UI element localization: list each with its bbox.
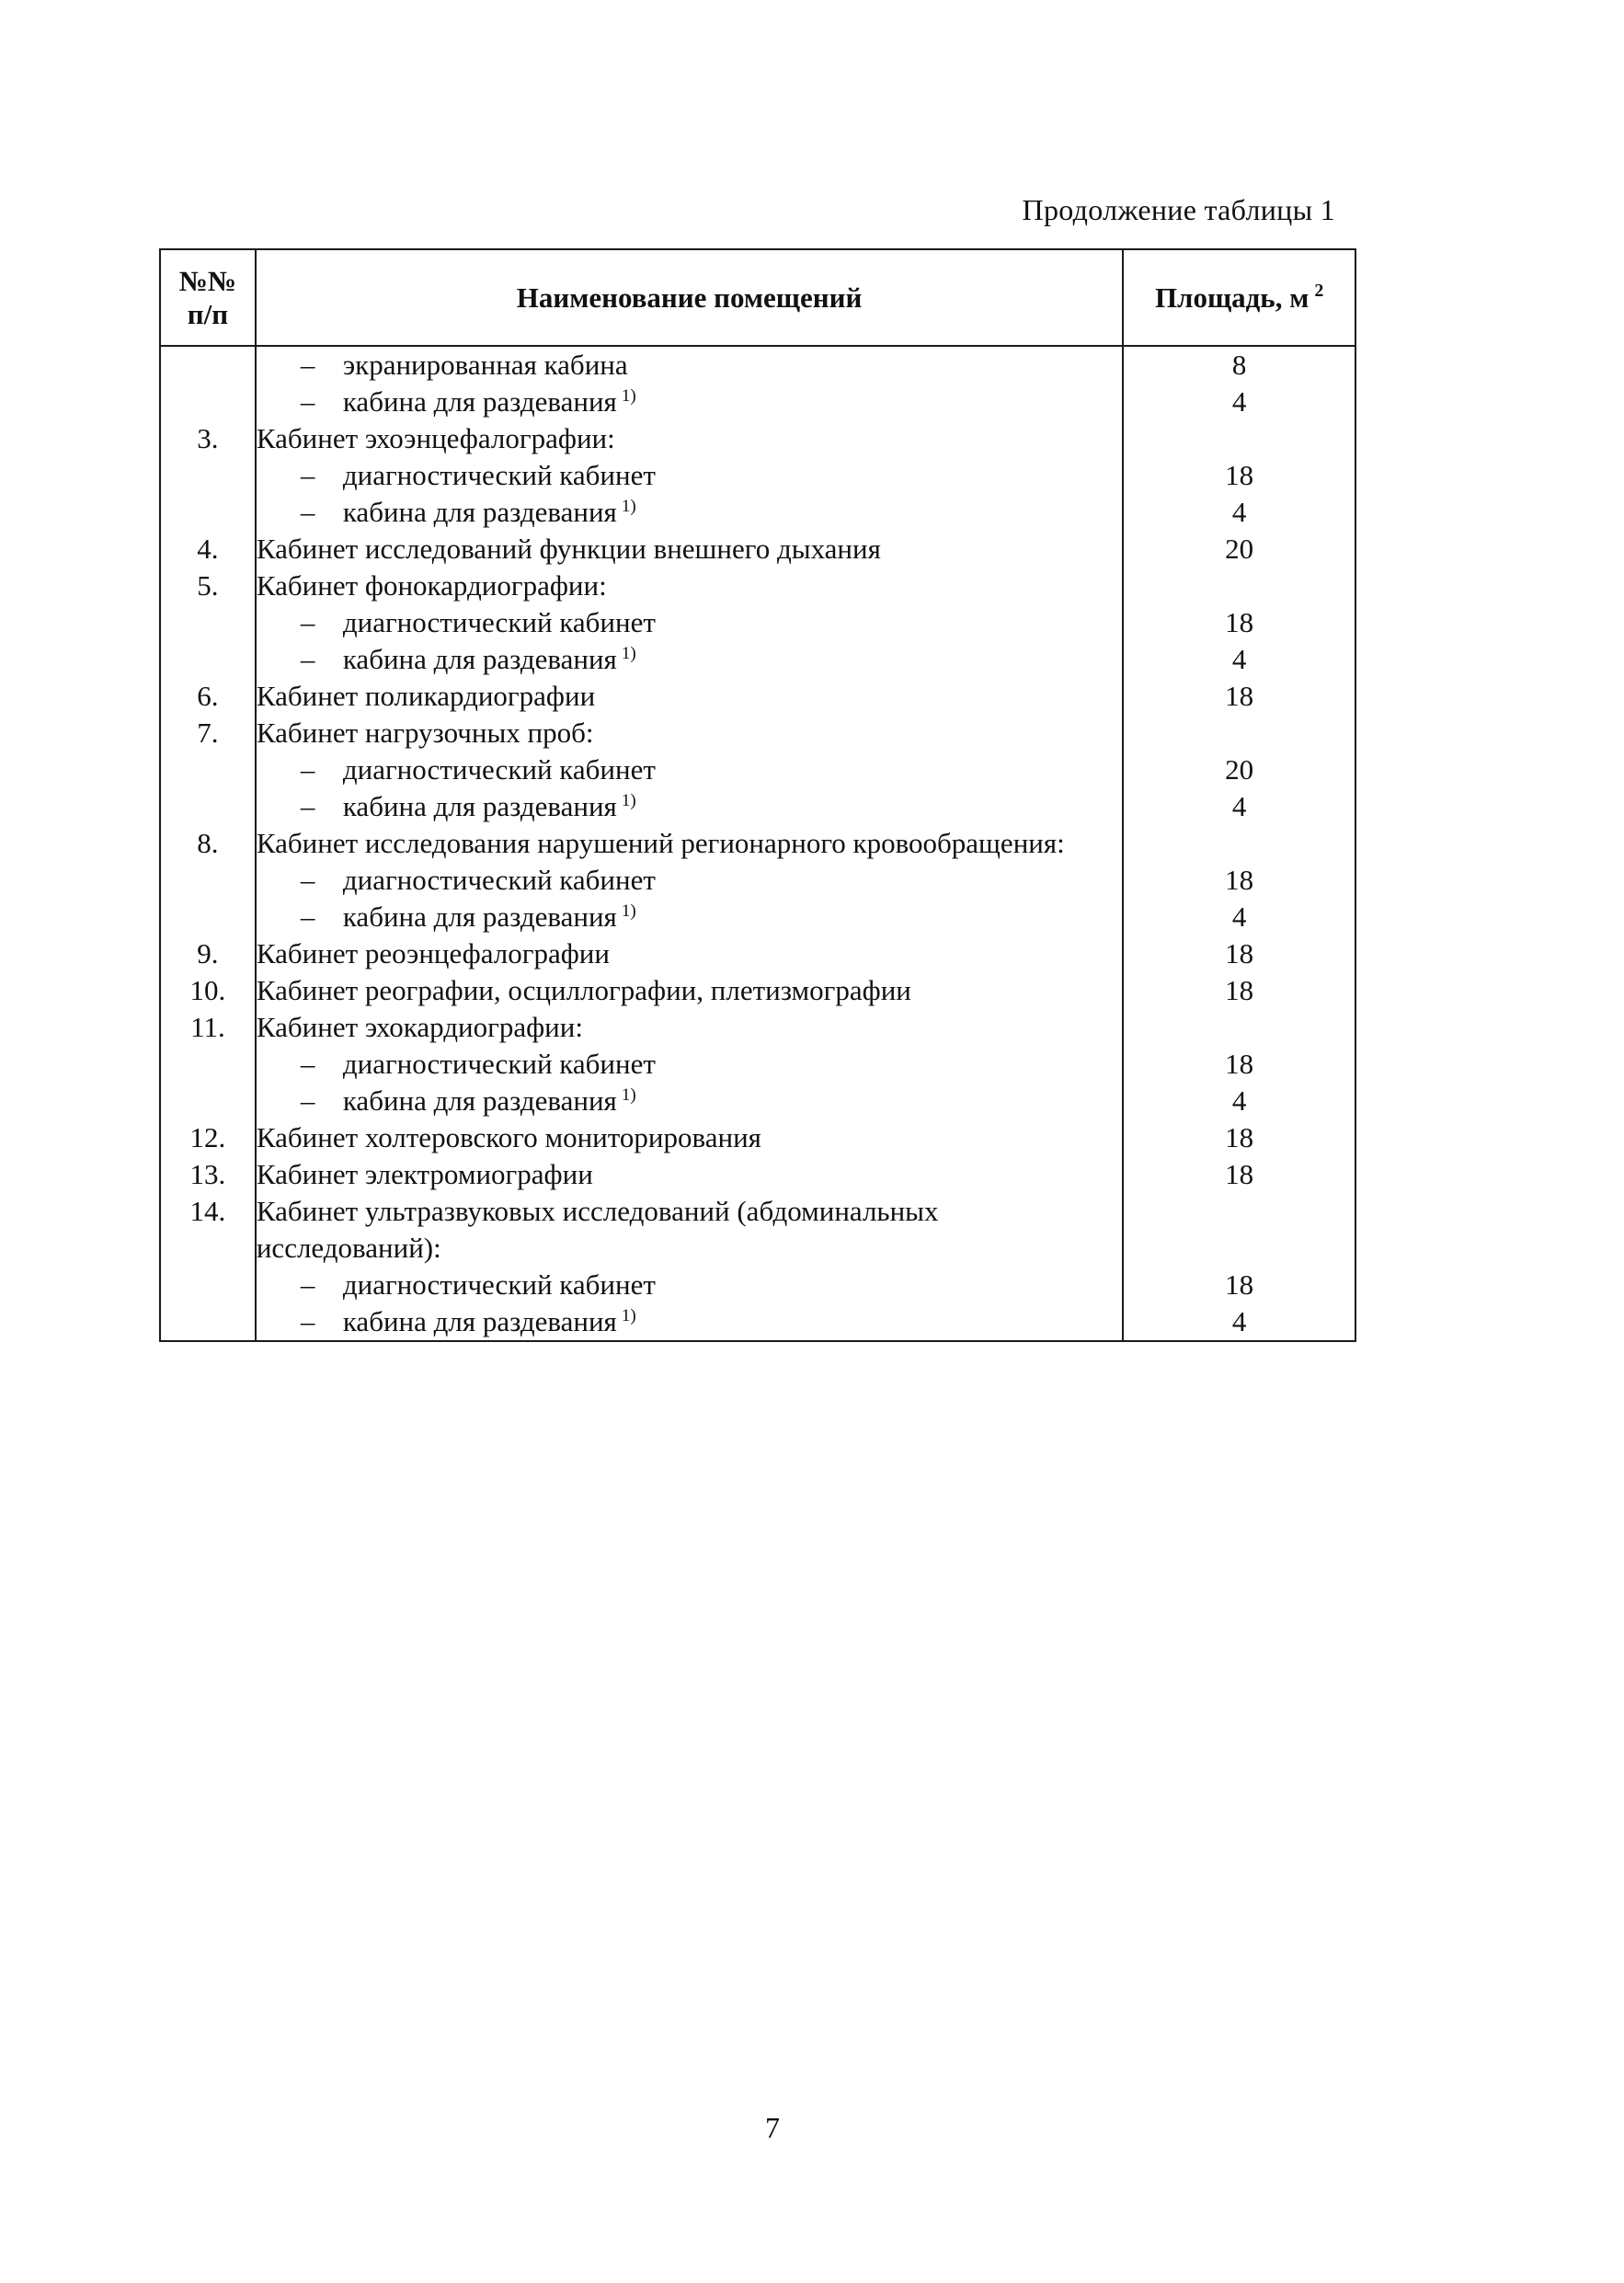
row-name-cell [256,1046,1123,1083]
table-row [160,568,1355,604]
row-number: 3. [160,420,256,457]
dash-marker: – [300,643,315,675]
row-area: 4 [1123,384,1355,420]
row-number [160,384,256,420]
row-number: 11. [160,1009,256,1046]
row-area [1123,825,1355,862]
row-name-cell [256,678,1123,715]
footnote-marker: 1) [621,901,636,921]
row-area: 18 [1123,935,1355,972]
row-area [1123,420,1355,457]
page-number: 7 [765,2111,780,2144]
row-name-cell [256,1267,1123,1303]
row-number: 5. [160,568,256,604]
dash-marker: – [300,901,315,933]
dash-marker: – [300,1268,315,1301]
row-name-cell [256,715,1123,751]
footnote-marker: 1) [621,644,636,663]
table-row [160,1046,1355,1083]
row-name-cell [256,1083,1123,1119]
row-number [160,457,256,494]
dash-marker: – [300,1305,315,1337]
table-row [160,384,1355,420]
table-row [160,346,1355,384]
header-number-line2: п/п [187,297,229,330]
dash-marker: – [300,753,315,786]
row-name: Кабинет реоэнцефалографии [256,937,610,969]
footnote-marker: 1) [621,497,636,516]
row-name-cell [256,494,1123,531]
row-area: 8 [1123,346,1355,384]
row-name: диагностический кабинет [342,1048,656,1080]
row-number: 14. [160,1193,256,1267]
row-name: Кабинет исследований функции внешнего дыхания [256,533,881,565]
row-area: 18 [1123,1046,1355,1083]
row-number: 13. [160,1156,256,1193]
table-row [160,1267,1355,1303]
row-area [1123,1193,1355,1267]
table-row [160,420,1355,457]
row-name: кабина для раздевания [342,1305,617,1337]
row-name: Кабинет реографии, осциллографии, плетизмографии [256,974,911,1006]
row-name-cell [256,457,1123,494]
row-number: 9. [160,935,256,972]
row-name-cell [256,1119,1123,1156]
table-row [160,715,1355,751]
table-row [160,531,1355,568]
premises-table [159,248,1356,1342]
row-area: 18 [1123,457,1355,494]
row-number: 7. [160,715,256,751]
dash-marker: – [300,496,315,528]
row-name: диагностический кабинет [342,864,656,896]
row-name: диагностический кабинет [342,1268,656,1301]
row-name: диагностический кабинет [342,459,656,491]
row-name-cell [256,788,1123,825]
row-number [160,604,256,641]
row-area: 4 [1123,1083,1355,1119]
row-area: 18 [1123,604,1355,641]
table-header [160,249,1355,346]
dash-marker: – [300,790,315,822]
row-number [160,346,256,384]
table-row [160,1083,1355,1119]
header-number-line1: №№ [178,264,237,297]
header-area [1123,249,1355,346]
header-area-exponent: 2 [1314,280,1324,301]
row-number: 12. [160,1119,256,1156]
row-name: экранированная кабина [342,349,628,381]
table-row [160,678,1355,715]
row-name: кабина для раздевания [342,385,617,418]
row-name-cell [256,972,1123,1009]
dash-marker: – [300,606,315,638]
row-name: Кабинет поликардиографии [256,680,596,712]
footnote-marker: 1) [621,1085,636,1105]
row-number [160,1083,256,1119]
row-number [160,1267,256,1303]
table-caption: Продолжение таблицы 1 [1022,193,1335,226]
header-area-label: Площадь, м [1154,281,1309,314]
row-number [160,899,256,935]
row-name: кабина для раздевания [342,643,617,675]
row-area: 18 [1123,678,1355,715]
row-name-cell [256,935,1123,972]
row-number [160,1046,256,1083]
dash-marker: – [300,864,315,896]
row-name-cell [256,568,1123,604]
row-name: Кабинет эхоэнцефалографии: [256,422,615,454]
table-row [160,1193,1355,1267]
row-number [160,494,256,531]
dash-marker: – [300,459,315,491]
footnote-marker: 1) [621,386,636,406]
row-name-cell [256,1156,1123,1193]
row-number [160,1303,256,1341]
table-row [160,935,1355,972]
table-body [160,346,1355,1341]
row-name-cell [256,604,1123,641]
row-area: 20 [1123,531,1355,568]
table-row [160,641,1355,678]
row-area [1123,568,1355,604]
row-area [1123,715,1355,751]
row-area: 20 [1123,751,1355,788]
row-name: Кабинет эхокардиографии: [256,1011,583,1043]
table-row [160,604,1355,641]
row-name: кабина для раздевания [342,901,617,933]
row-name-cell [256,862,1123,899]
header-number [160,249,256,346]
table-row [160,1303,1355,1341]
dash-marker: – [300,349,315,381]
row-name-cell [256,899,1123,935]
row-area: 4 [1123,899,1355,935]
row-name: кабина для раздевания [342,496,617,528]
row-area: 18 [1123,1267,1355,1303]
row-name-cell [256,825,1123,862]
table-row [160,457,1355,494]
row-area [1123,1009,1355,1046]
row-name: диагностический кабинет [342,606,656,638]
table-row [160,1119,1355,1156]
footnote-marker: 1) [621,1306,636,1325]
row-area: 4 [1123,641,1355,678]
table-row [160,788,1355,825]
row-name: кабина для раздевания [342,790,617,822]
row-name-cell [256,1303,1123,1341]
row-name-cell [256,346,1123,384]
dash-marker: – [300,385,315,418]
row-name: Кабинет нагрузочных проб: [256,717,594,749]
row-name-cell [256,531,1123,568]
row-name-cell [256,420,1123,457]
row-area: 4 [1123,1303,1355,1341]
row-name-cell [256,1009,1123,1046]
row-name: Кабинет электромиографии [256,1158,593,1190]
dash-marker: – [300,1084,315,1117]
row-name: кабина для раздевания [342,1084,617,1117]
row-area: 18 [1123,862,1355,899]
table-row [160,899,1355,935]
row-number [160,641,256,678]
row-area: 4 [1123,494,1355,531]
row-number: 10. [160,972,256,1009]
row-name: Кабинет фонокардиографии: [256,569,607,602]
row-number [160,751,256,788]
header-name: Наименование помещений [256,249,1123,346]
row-name-cell [256,1193,1123,1267]
table-row [160,825,1355,862]
row-number [160,862,256,899]
row-area: 4 [1123,788,1355,825]
footnote-marker: 1) [621,791,636,810]
row-area: 18 [1123,972,1355,1009]
table-row [160,751,1355,788]
row-name: диагностический кабинет [342,753,656,786]
row-number: 6. [160,678,256,715]
row-name-cell [256,384,1123,420]
row-name-cell [256,751,1123,788]
table-row [160,1009,1355,1046]
dash-marker: – [300,1048,315,1080]
row-number: 4. [160,531,256,568]
row-area: 18 [1123,1119,1355,1156]
table-row [160,494,1355,531]
row-name-cell [256,641,1123,678]
table-row [160,1156,1355,1193]
table-row [160,972,1355,1009]
table-row [160,862,1355,899]
row-number: 8. [160,825,256,862]
row-number [160,788,256,825]
row-name: Кабинет ультразвуковых исследований (абдоминальных исследований): [256,1195,939,1264]
row-name: Кабинет холтеровского мониторирования [256,1121,761,1153]
row-area: 18 [1123,1156,1355,1193]
row-name: Кабинет исследования нарушений регионарного кровообращения: [256,827,1065,859]
